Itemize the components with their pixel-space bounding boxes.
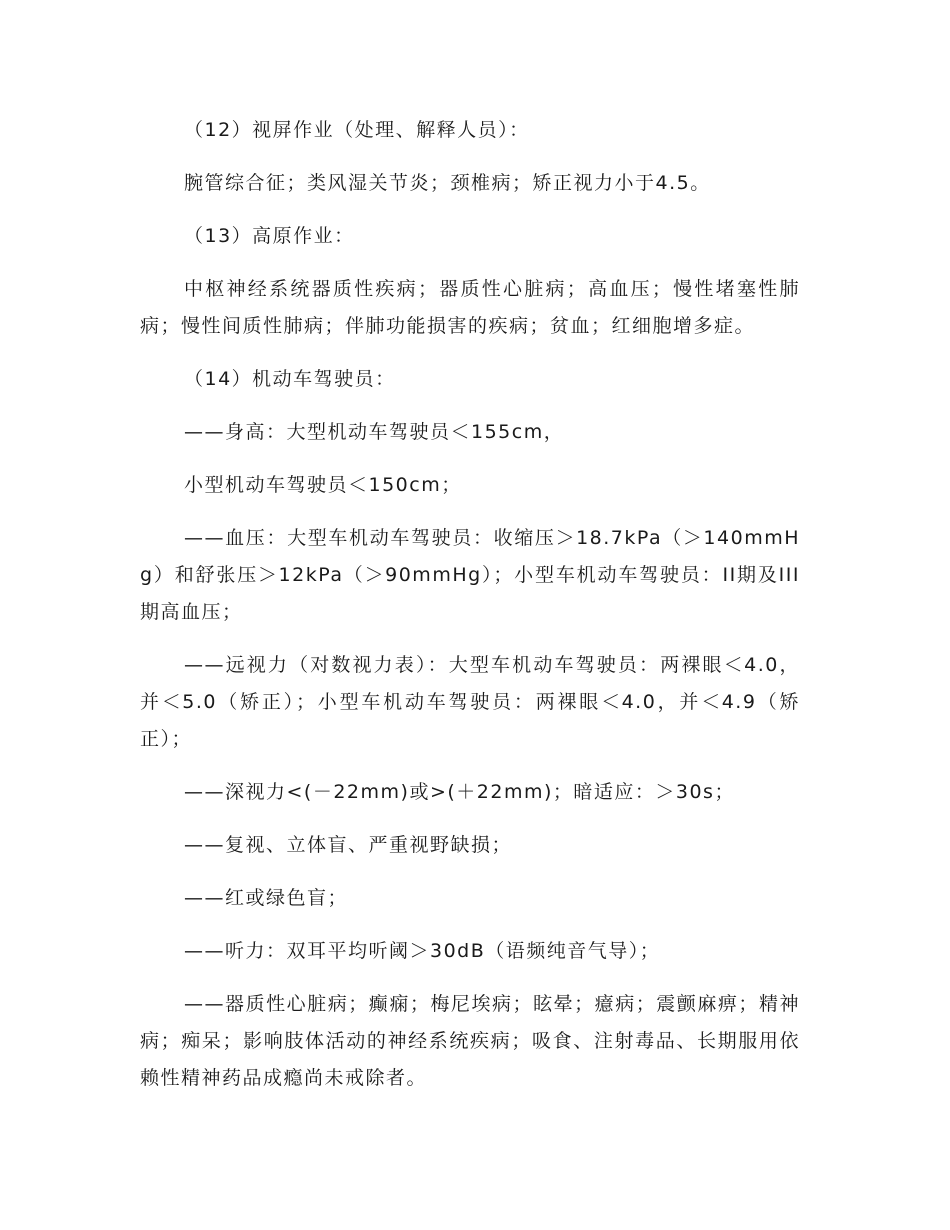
paragraph-color-blindness: ——红或绿色盲； [184, 887, 349, 909]
paragraph-visual-display-contraindications: 腕管综合征；类风湿关节炎；颈椎病；矫正视力小于4.5。 [184, 172, 711, 194]
paragraph-high-altitude-contraindications: 中枢神经系统器质性疾病；器质性心脏病；高血压；慢性堵塞性肺病；慢性间质性肺病；伴肺功能损害的疾病；贫血；红细胞增多症。 [140, 278, 800, 337]
paragraph-depth-vision: ——深视力<(－22mm)或>(＋22mm)；暗适应：＞30s； [184, 781, 735, 803]
section-heading-visual-display-work: （12）视屏作业（处理、解释人员）： [184, 119, 530, 141]
paragraph-height-small-vehicle: 小型机动车驾驶员＜150cm； [184, 474, 462, 496]
paragraph-neurological-conditions: ——器质性心脏病；癫痫；梅尼埃病；眩晕；癔病；震颤麻痹；精神病；痴呆；影响肢体活动的神经系统疾病；吸食、注射毒品、长期服用依赖性精神药品成瘾尚未戒除者。 [140, 993, 800, 1089]
paragraph-hearing: ——听力：双耳平均听阈＞30dB（语频纯音气导）； [184, 940, 661, 962]
section-heading-motor-vehicle-driver: （14）机动车驾驶员： [184, 368, 396, 390]
paragraph-blood-pressure: ——血压：大型车机动车驾驶员：收缩压＞18.7kPa（＞140mmHg）和舒张压＞12kPa（＞90mmHg）；小型车机动车驾驶员：II期及III期高血压； [140, 527, 800, 623]
paragraph-diplopia: ——复视、立体盲、严重视野缺损； [184, 834, 513, 856]
section-heading-high-altitude-work: （13）高原作业： [184, 225, 355, 247]
paragraph-height-large-vehicle: ——身高：大型机动车驾驶员＜155cm， [184, 421, 565, 443]
paragraph-distance-vision: ——远视力（对数视力表）：大型车机动车驾驶员：两裸眼＜4.0，并＜5.0（矫正）；小型车机动车驾驶员：两裸眼＜4.0，并＜4.9（矫正）； [140, 654, 800, 750]
